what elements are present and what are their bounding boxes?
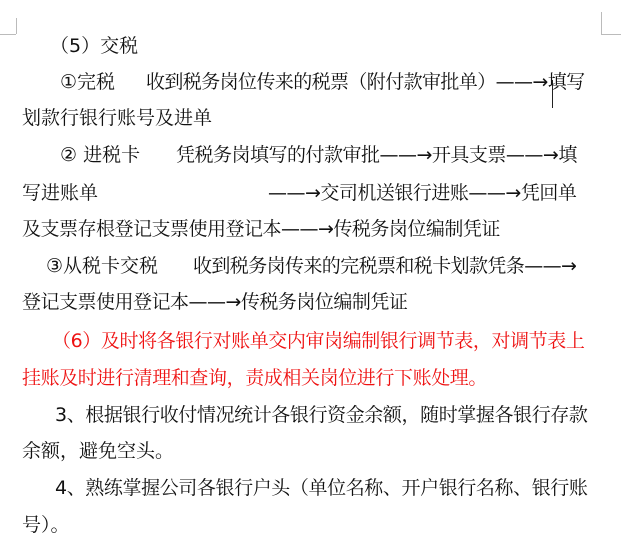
item1-text: 收到税务岗位传来的税票（附付款审批单）——→填写 bbox=[146, 71, 585, 93]
item2-text: 凭税务岗填写的付款审批——→开具支票——→填 bbox=[176, 144, 577, 166]
item3-label: ③从税卡交税 bbox=[46, 255, 159, 277]
item3-cont: 登记支票使用登记本——→传税务岗位编制凭证 bbox=[22, 291, 408, 313]
item2-cont-a: 写进账单 bbox=[22, 182, 99, 204]
item2-label: ② 进税卡 bbox=[60, 144, 141, 166]
margin-corner-mark bbox=[601, 34, 621, 35]
margin-corner-mark bbox=[601, 12, 602, 34]
margin-corner-mark bbox=[0, 34, 16, 35]
para4-line1: 4、熟练掌握公司各银行户头（单位名称、开户银行名称、银行账 bbox=[55, 477, 588, 499]
item2-cont-c: 及支票存根登记支票使用登记本——→传税务岗位编制凭证 bbox=[22, 218, 500, 240]
para4-line2: 号）。 bbox=[22, 514, 70, 536]
item1-label: ①完税 bbox=[60, 71, 116, 93]
para6-line2: 挂账及时进行清理和查询，责成相关岗位进行下账处理。 bbox=[22, 367, 488, 389]
para3-line1: 3、根据银行收付情况统计各银行资金余额，随时掌握各银行存款 bbox=[55, 404, 588, 426]
item3-text: 收到税务岗传来的完税票和税卡划款凭条——→ bbox=[193, 255, 577, 277]
heading-5: （5）交税 bbox=[50, 35, 139, 57]
margin-corner-mark bbox=[16, 18, 17, 34]
para6-line1: （6）及时将各银行对账单交内审岗编制银行调节表，对调节表上 bbox=[52, 330, 585, 352]
item2-cont-b: ——→交司机送银行进账——→凭回单 bbox=[268, 182, 577, 204]
item1-cont: 划款行银行账号及进单 bbox=[22, 107, 213, 129]
para3-line2: 余额，避免空头。 bbox=[22, 440, 175, 462]
